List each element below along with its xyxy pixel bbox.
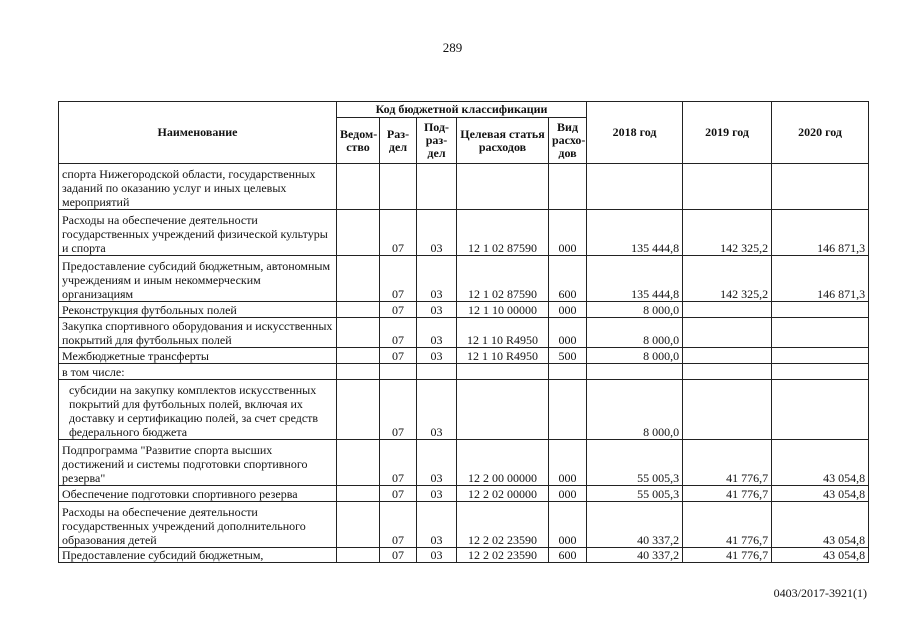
row-name: в том числе: <box>59 364 337 380</box>
row-value-2020 <box>772 348 869 364</box>
row-value-2019 <box>683 302 772 318</box>
row-name: Расходы на обеспечение деятельности государственных учреждений физической культуры и спорта <box>59 210 337 256</box>
row-podrazdel: 03 <box>417 348 457 364</box>
row-value-2020: 146 871,3 <box>772 256 869 302</box>
row-vid-rashodov: 000 <box>549 302 587 318</box>
row-value-2018: 55 005,3 <box>587 486 683 502</box>
row-razdel: 07 <box>380 302 417 318</box>
row-razdel: 07 <box>380 502 417 548</box>
row-name: Предоставление субсидий бюджетным, автономным учреждениям и иным некоммерческим организациям <box>59 256 337 302</box>
row-vid-rashodov: 500 <box>549 348 587 364</box>
row-value-2018: 8 000,0 <box>587 348 683 364</box>
row-razdel: 07 <box>380 348 417 364</box>
row-name: спорта Нижегородской области, государственных заданий по оказанию услуг и иных целевых мероприятий <box>59 164 337 210</box>
table-row <box>59 256 869 302</box>
row-vedomstvo <box>337 164 380 210</box>
row-vedomstvo <box>337 210 380 256</box>
row-value-2018: 135 444,8 <box>587 256 683 302</box>
table-row <box>59 348 869 364</box>
row-celevaya-statya: 12 1 02 87590 <box>457 210 549 256</box>
row-vid-rashodov: 600 <box>549 548 587 563</box>
table-row <box>59 318 869 348</box>
header-2020: 2020 год <box>772 102 869 164</box>
header-podrazdel: Под-раз-дел <box>417 118 457 164</box>
table-row <box>59 502 869 548</box>
row-vedomstvo <box>337 486 380 502</box>
header-celevaya-statya: Целевая статья расходов <box>457 118 549 164</box>
row-value-2020: 43 054,8 <box>772 548 869 563</box>
row-value-2020: 146 871,3 <box>772 210 869 256</box>
row-vedomstvo <box>337 502 380 548</box>
table-row <box>59 210 869 256</box>
row-value-2018: 40 337,2 <box>587 502 683 548</box>
row-celevaya-statya: 12 1 02 87590 <box>457 256 549 302</box>
row-name: субсидии на закупку комплектов искусственных покрытий для футбольных полей, включая их доставку и сертификацию полей, за счет средств федерального бюджета <box>59 380 337 440</box>
row-vid-rashodov <box>549 164 587 210</box>
row-value-2019 <box>683 164 772 210</box>
row-vid-rashodov: 000 <box>549 440 587 486</box>
row-celevaya-statya: 12 2 02 00000 <box>457 486 549 502</box>
row-vedomstvo <box>337 348 380 364</box>
row-vid-rashodov: 600 <box>549 256 587 302</box>
row-value-2019: 142 325,2 <box>683 256 772 302</box>
row-value-2019: 142 325,2 <box>683 210 772 256</box>
row-celevaya-statya: 12 1 10 R4950 <box>457 348 549 364</box>
row-podrazdel: 03 <box>417 318 457 348</box>
row-value-2018: 55 005,3 <box>587 440 683 486</box>
row-value-2018 <box>587 364 683 380</box>
row-razdel: 07 <box>380 548 417 563</box>
row-celevaya-statya <box>457 164 549 210</box>
row-vid-rashodov: 000 <box>549 210 587 256</box>
row-razdel: 07 <box>380 440 417 486</box>
row-celevaya-statya: 12 2 02 23590 <box>457 548 549 563</box>
row-vedomstvo <box>337 440 380 486</box>
row-celevaya-statya: 12 2 00 00000 <box>457 440 549 486</box>
row-vid-rashodov: 000 <box>549 318 587 348</box>
row-vid-rashodov: 000 <box>549 486 587 502</box>
table-row <box>59 486 869 502</box>
row-razdel: 07 <box>380 256 417 302</box>
row-razdel <box>380 164 417 210</box>
row-podrazdel: 03 <box>417 548 457 563</box>
row-name: Реконструкция футбольных полей <box>59 302 337 318</box>
table-row <box>59 302 869 318</box>
row-name: Подпрограмма "Развитие спорта высших достижений и системы подготовки спортивного резерва" <box>59 440 337 486</box>
row-vedomstvo <box>337 302 380 318</box>
row-value-2020 <box>772 164 869 210</box>
row-name: Обеспечение подготовки спортивного резерва <box>59 486 337 502</box>
row-vedomstvo <box>337 318 380 348</box>
row-razdel: 07 <box>380 210 417 256</box>
table-row <box>59 164 869 210</box>
row-vid-rashodov <box>549 364 587 380</box>
row-razdel: 07 <box>380 318 417 348</box>
header-2019: 2019 год <box>683 102 772 164</box>
row-value-2018: 8 000,0 <box>587 302 683 318</box>
row-value-2019: 41 776,7 <box>683 486 772 502</box>
document-code: 0403/2017-3921(1) <box>773 586 867 600</box>
header-budget-code-group: Код бюджетной классификации <box>337 102 587 118</box>
row-value-2020: 43 054,8 <box>772 440 869 486</box>
row-celevaya-statya: 12 1 10 00000 <box>457 302 549 318</box>
row-celevaya-statya: 12 2 02 23590 <box>457 502 549 548</box>
row-value-2020: 43 054,8 <box>772 502 869 548</box>
row-value-2020 <box>772 302 869 318</box>
row-razdel: 07 <box>380 486 417 502</box>
row-value-2018 <box>587 164 683 210</box>
row-vedomstvo <box>337 256 380 302</box>
row-podrazdel <box>417 164 457 210</box>
row-podrazdel: 03 <box>417 380 457 440</box>
row-vedomstvo <box>337 364 380 380</box>
row-value-2020 <box>772 364 869 380</box>
header-name: Наименование <box>59 102 337 164</box>
row-podrazdel: 03 <box>417 210 457 256</box>
row-vedomstvo <box>337 548 380 563</box>
row-celevaya-statya <box>457 380 549 440</box>
row-vid-rashodov <box>549 380 587 440</box>
row-name: Закупка спортивного оборудования и искусственных покрытий для футбольных полей <box>59 318 337 348</box>
row-value-2020 <box>772 380 869 440</box>
row-podrazdel: 03 <box>417 440 457 486</box>
page-number: 289 <box>442 40 463 55</box>
row-value-2019: 41 776,7 <box>683 548 772 563</box>
row-value-2019: 41 776,7 <box>683 440 772 486</box>
row-value-2019: 41 776,7 <box>683 502 772 548</box>
budget-table <box>58 101 869 563</box>
budget-table-body <box>59 164 869 563</box>
row-podrazdel: 03 <box>417 302 457 318</box>
row-name: Предоставление субсидий бюджетным, <box>59 548 337 563</box>
header-razdel: Раз-дел <box>380 118 417 164</box>
header-2018: 2018 год <box>587 102 683 164</box>
table-row <box>59 548 869 563</box>
row-podrazdel: 03 <box>417 502 457 548</box>
row-podrazdel: 03 <box>417 256 457 302</box>
table-row <box>59 364 869 380</box>
row-celevaya-statya <box>457 364 549 380</box>
row-value-2018: 40 337,2 <box>587 548 683 563</box>
row-value-2019 <box>683 364 772 380</box>
row-name: Расходы на обеспечение деятельности государственных учреждений дополнительного образования детей <box>59 502 337 548</box>
row-podrazdel <box>417 364 457 380</box>
row-value-2018: 8 000,0 <box>587 380 683 440</box>
row-razdel: 07 <box>380 380 417 440</box>
row-value-2018: 135 444,8 <box>587 210 683 256</box>
header-vid-rashodov: Вид расхо-дов <box>549 118 587 164</box>
row-value-2019 <box>683 348 772 364</box>
row-value-2019 <box>683 380 772 440</box>
row-name: Межбюджетные трансферты <box>59 348 337 364</box>
row-value-2018: 8 000,0 <box>587 318 683 348</box>
row-value-2020 <box>772 318 869 348</box>
row-celevaya-statya: 12 1 10 R4950 <box>457 318 549 348</box>
table-row <box>59 440 869 486</box>
row-value-2019 <box>683 318 772 348</box>
row-podrazdel: 03 <box>417 486 457 502</box>
table-row <box>59 380 869 440</box>
header-vedomstvo: Ведом-ство <box>337 118 380 164</box>
row-value-2020: 43 054,8 <box>772 486 869 502</box>
row-razdel <box>380 364 417 380</box>
row-vedomstvo <box>337 380 380 440</box>
row-vid-rashodov: 000 <box>549 502 587 548</box>
